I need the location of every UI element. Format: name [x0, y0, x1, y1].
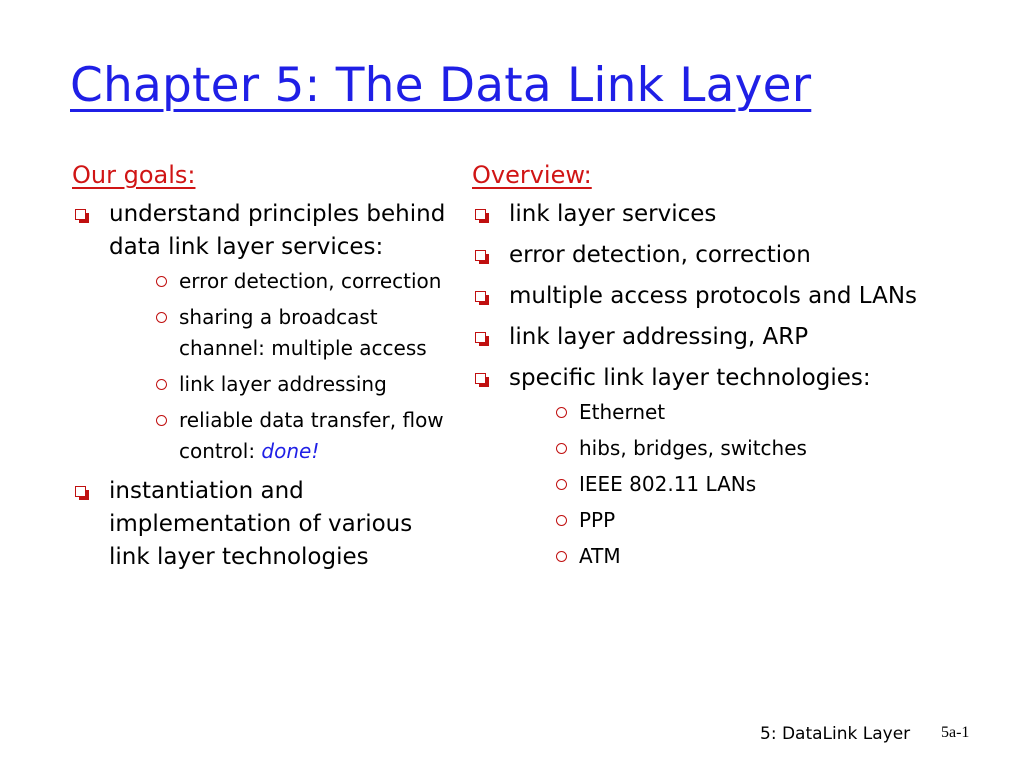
overview-column [472, 162, 992, 580]
circle-bullet-icon [556, 407, 567, 418]
list-item [72, 475, 452, 574]
list-item-text: understand principles behind data link layer services: [109, 201, 446, 261]
circle-bullet-icon [156, 312, 167, 323]
list-item-text: instantiation and implementation of various link layer technologies [109, 478, 413, 571]
list-item [72, 198, 452, 467]
sub-list-item-text: error detection, correction [179, 269, 442, 294]
circle-bullet-icon [556, 479, 567, 490]
done-emphasis: done! [261, 439, 320, 464]
square-bullet-icon [75, 209, 86, 220]
sub-list-item [554, 433, 992, 464]
sub-list-item-text: IEEE 802.11 LANs [579, 472, 757, 497]
circle-bullet-icon [556, 443, 567, 454]
circle-bullet-icon [156, 276, 167, 287]
square-bullet-icon [475, 332, 486, 343]
slide-title: Chapter 5: The Data Link Layer [70, 58, 812, 113]
square-bullet-icon [475, 209, 486, 220]
sub-list-item [554, 469, 992, 500]
list-item-text: link layer addressing, ARP [509, 324, 809, 351]
list-item-text: error detection, correction [509, 242, 811, 269]
list-item [472, 362, 992, 572]
circle-bullet-icon [156, 415, 167, 426]
list-item-text: multiple access protocols and LANs [509, 283, 918, 310]
square-bullet-icon [75, 486, 86, 497]
sub-list [554, 397, 992, 572]
sub-list-item [154, 369, 452, 400]
list-item-text: specific link layer technologies: [509, 365, 871, 392]
sub-list-item-text: ATM [579, 544, 621, 569]
footer-label: 5: DataLink Layer [760, 724, 911, 744]
list-item [472, 239, 992, 272]
list-item [472, 280, 992, 313]
circle-bullet-icon [156, 379, 167, 390]
list-item [472, 321, 992, 354]
list-item-text: link layer services [509, 201, 717, 228]
sub-list [154, 266, 452, 467]
sub-list-item [154, 266, 452, 297]
sub-list-item-text: sharing a broadcast channel: multiple access [179, 305, 427, 361]
sub-list-item [554, 541, 992, 572]
circle-bullet-icon [556, 551, 567, 562]
sub-list-item-text: Ethernet [579, 400, 666, 425]
square-bullet-icon [475, 373, 486, 384]
square-bullet-icon [475, 250, 486, 261]
overview-list [472, 198, 992, 572]
sub-list-item-text: hibs, bridges, switches [579, 436, 807, 461]
sub-list-item [554, 505, 992, 536]
list-item [472, 198, 992, 231]
sub-list-item [154, 302, 452, 364]
goals-heading: Our goals: [72, 161, 196, 189]
sub-list-item-text: PPP [579, 508, 616, 533]
overview-heading: Overview: [472, 161, 592, 189]
circle-bullet-icon [556, 515, 567, 526]
goals-list [72, 198, 452, 574]
sub-list-item-text: link layer addressing [179, 372, 387, 397]
sub-list-item [154, 405, 452, 467]
goals-column [72, 162, 452, 582]
page-number: 5a-1 [941, 724, 970, 741]
sub-list-item [554, 397, 992, 428]
sub-list-item-text: reliable data transfer, flow control: [179, 408, 444, 464]
square-bullet-icon [475, 291, 486, 302]
